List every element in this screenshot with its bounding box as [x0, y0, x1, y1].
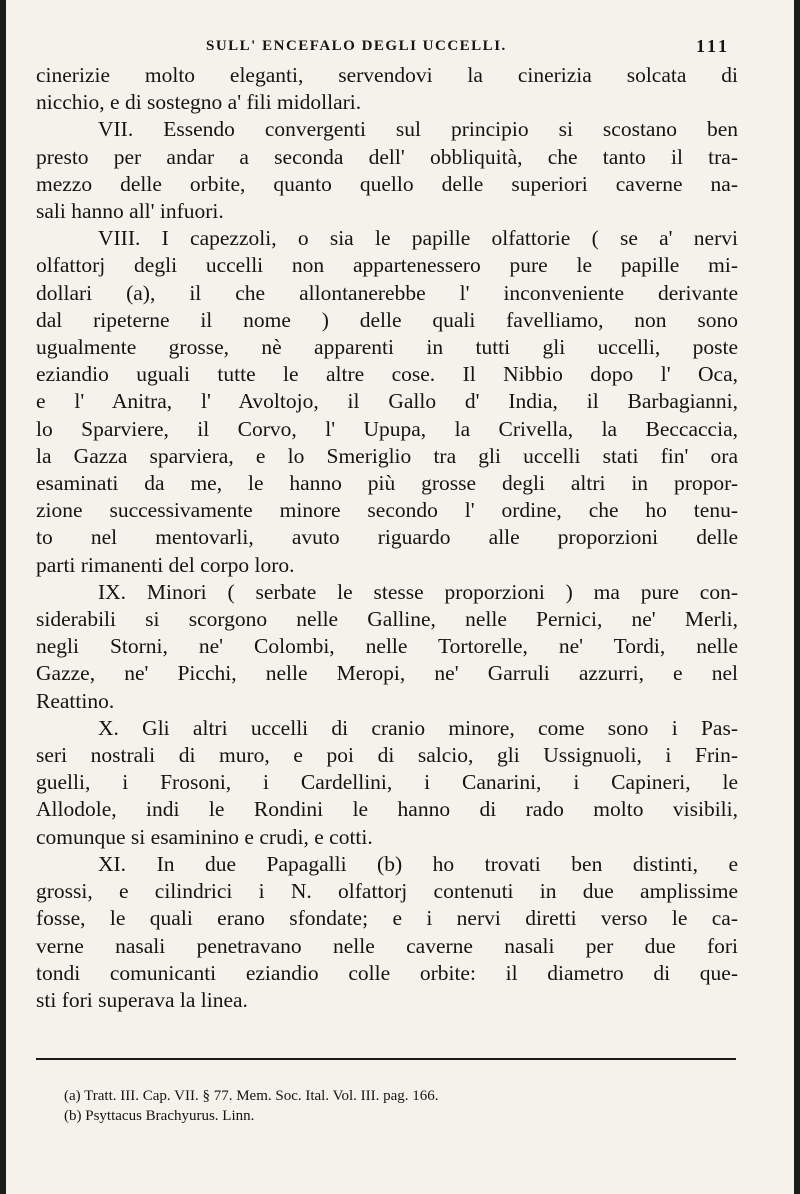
footnotes	[64, 1086, 704, 1126]
text-line: eziandio uguali tutte le altre cose. Il Nibbio dopo l' Oca,	[36, 362, 738, 387]
text-line: to nel mentovarli, avuto riguardo alle proporzioni delle	[36, 525, 738, 550]
page-number: 111	[695, 36, 730, 56]
text-line: guelli, i Frosoni, i Cardellini, i Canarini, i Capineri, le	[36, 770, 738, 795]
text-line: Reattino.	[36, 688, 115, 713]
text-line: cinerizie molto eleganti, servendovi la cinerizia solcata di	[36, 63, 738, 87]
text-line: parti rimanenti del corpo loro.	[36, 552, 295, 577]
paragraph-continuation	[36, 62, 738, 116]
text-line: VII. Essendo convergenti sul principio si scostano ben	[98, 117, 738, 142]
running-title: SULL' ENCEFALO DEGLI UCCELLI.	[206, 38, 507, 54]
text-line: seri nostrali di muro, e poi di salcio, gli Ussignuoli, i Frin-	[36, 743, 738, 768]
text-line: X. Gli altri uccelli di cranio minore, come sono i Pas-	[98, 715, 738, 740]
paragraph-vii	[36, 116, 738, 225]
text-line: siderabili si scorgono nelle Galline, nelle Pernici, ne' Merli,	[36, 607, 738, 632]
text-line: Gazze, ne' Picchi, nelle Meropi, ne' Garruli azzurri, e nel	[36, 661, 738, 686]
text-block	[36, 36, 738, 1014]
text-line: ugualmente grosse, nè apparenti in tutti gli uccelli, poste	[36, 335, 738, 360]
text-line: lo Sparviere, il Corvo, l' Upupa, la Crivella, la Beccaccia,	[36, 416, 738, 441]
footnote-b: (b) Psyttacus Brachyurus. Linn.	[64, 1108, 255, 1124]
text-line: grossi, e cilindrici i N. olfattorj contenuti in due amplissime	[36, 879, 738, 904]
text-line: presto per andar a seconda dell' obbliquità, che tanto il tra-	[36, 144, 738, 169]
text-line: mezzo delle orbite, quanto quello delle superiori caverne na-	[36, 171, 738, 196]
text-line: verne nasali penetravano nelle caverne nasali per due fori	[36, 933, 738, 958]
text-line: fosse, le quali erano sfondate; e i nervi diretti verso le ca-	[36, 906, 738, 931]
text-line: dal ripeterne il nome ) delle quali favelliamo, non sono	[36, 307, 738, 332]
text-line: IX. Minori ( serbate le stesse proporzioni ) ma pure con-	[98, 579, 738, 604]
text-line: VIII. I capezzoli, o sia le papille olfattorie ( se a' nervi	[98, 226, 738, 251]
paragraph-ix	[36, 579, 738, 715]
text-line: nicchio, e di sostegno a' fili midollari.	[36, 90, 362, 115]
text-line: la Gazza sparviera, e lo Smeriglio tra gli uccelli stati fin' ora	[36, 443, 738, 468]
text-line: negli Storni, ne' Colombi, nelle Tortorelle, ne' Tordi, nelle	[36, 634, 738, 659]
running-head	[36, 36, 738, 62]
footnote-a: (a) Tratt. III. Cap. VII. § 77. Mem. Soc. Ital. Vol. III. pag. 166.	[64, 1088, 439, 1104]
paragraph-xi	[36, 851, 738, 1014]
book-page	[6, 0, 794, 1194]
text-line: sali hanno all' infuori.	[36, 199, 224, 224]
paragraph-x	[36, 715, 738, 851]
text-line: Allodole, indi le Rondini le hanno di rado molto visibili,	[36, 797, 738, 822]
text-line: tondi comunicanti eziandio colle orbite: il diametro di que-	[36, 960, 738, 985]
text-line: olfattorj degli uccelli non appartenessero pure le papille mi-	[36, 253, 738, 278]
text-line: zione successivamente minore secondo l' ordine, che ho tenu-	[36, 498, 738, 523]
footnote-rule	[36, 1058, 736, 1060]
text-line: e l' Anitra, l' Avoltojo, il Gallo d' India, il Barbagianni,	[36, 389, 738, 414]
text-line: XI. In due Papagalli (b) ho trovati ben distinti, e	[98, 851, 738, 876]
text-line: dollari (a), il che allontanerebbe l' inconveniente derivante	[36, 280, 738, 305]
text-line: esaminati da me, le hanno più grosse degli altri in propor-	[36, 471, 738, 496]
paragraph-viii	[36, 225, 738, 579]
text-line: sti fori superava la linea.	[36, 987, 248, 1012]
text-line: comunque si esaminino e crudi, e cotti.	[36, 824, 373, 849]
